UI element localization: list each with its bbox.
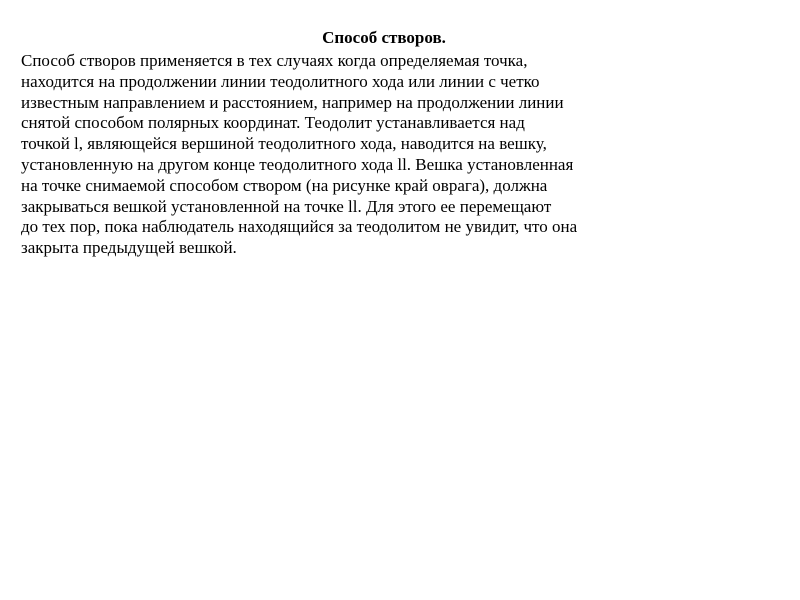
text-line: Способ створов применяется в тех случаях когда определяемая точка, — [21, 51, 528, 70]
slide-body-text — [21, 51, 796, 259]
text-line: снятой способом полярных координат. Теодолит устанавливается над — [21, 113, 525, 133]
text-line: закрыта предыдущей вешкой. — [21, 238, 237, 258]
slide-title: Способ створов. — [322, 28, 446, 47]
text-line: установленную на другом конце теодолитного хода ll. Вешка установленная — [21, 154, 574, 174]
text-line: закрываться вешкой установленной на точке ll. Для этого ее перемещают — [21, 196, 552, 216]
text-line: находится на продолжении линии теодолитного хода или линии с четко — [21, 71, 540, 91]
text-line: до тех пор, пока наблюдатель находящийся за теодолитом не увидит, что она — [21, 217, 578, 237]
text-line: на точке снимаемой способом створом (на рисунке край оврага), должна — [21, 175, 548, 195]
text-line: точкой l, являющейся вершиной теодолитного хода, наводится на вешку, — [21, 134, 547, 154]
text-line: известным направлением и расстоянием, например на продолжении линии — [21, 92, 564, 112]
